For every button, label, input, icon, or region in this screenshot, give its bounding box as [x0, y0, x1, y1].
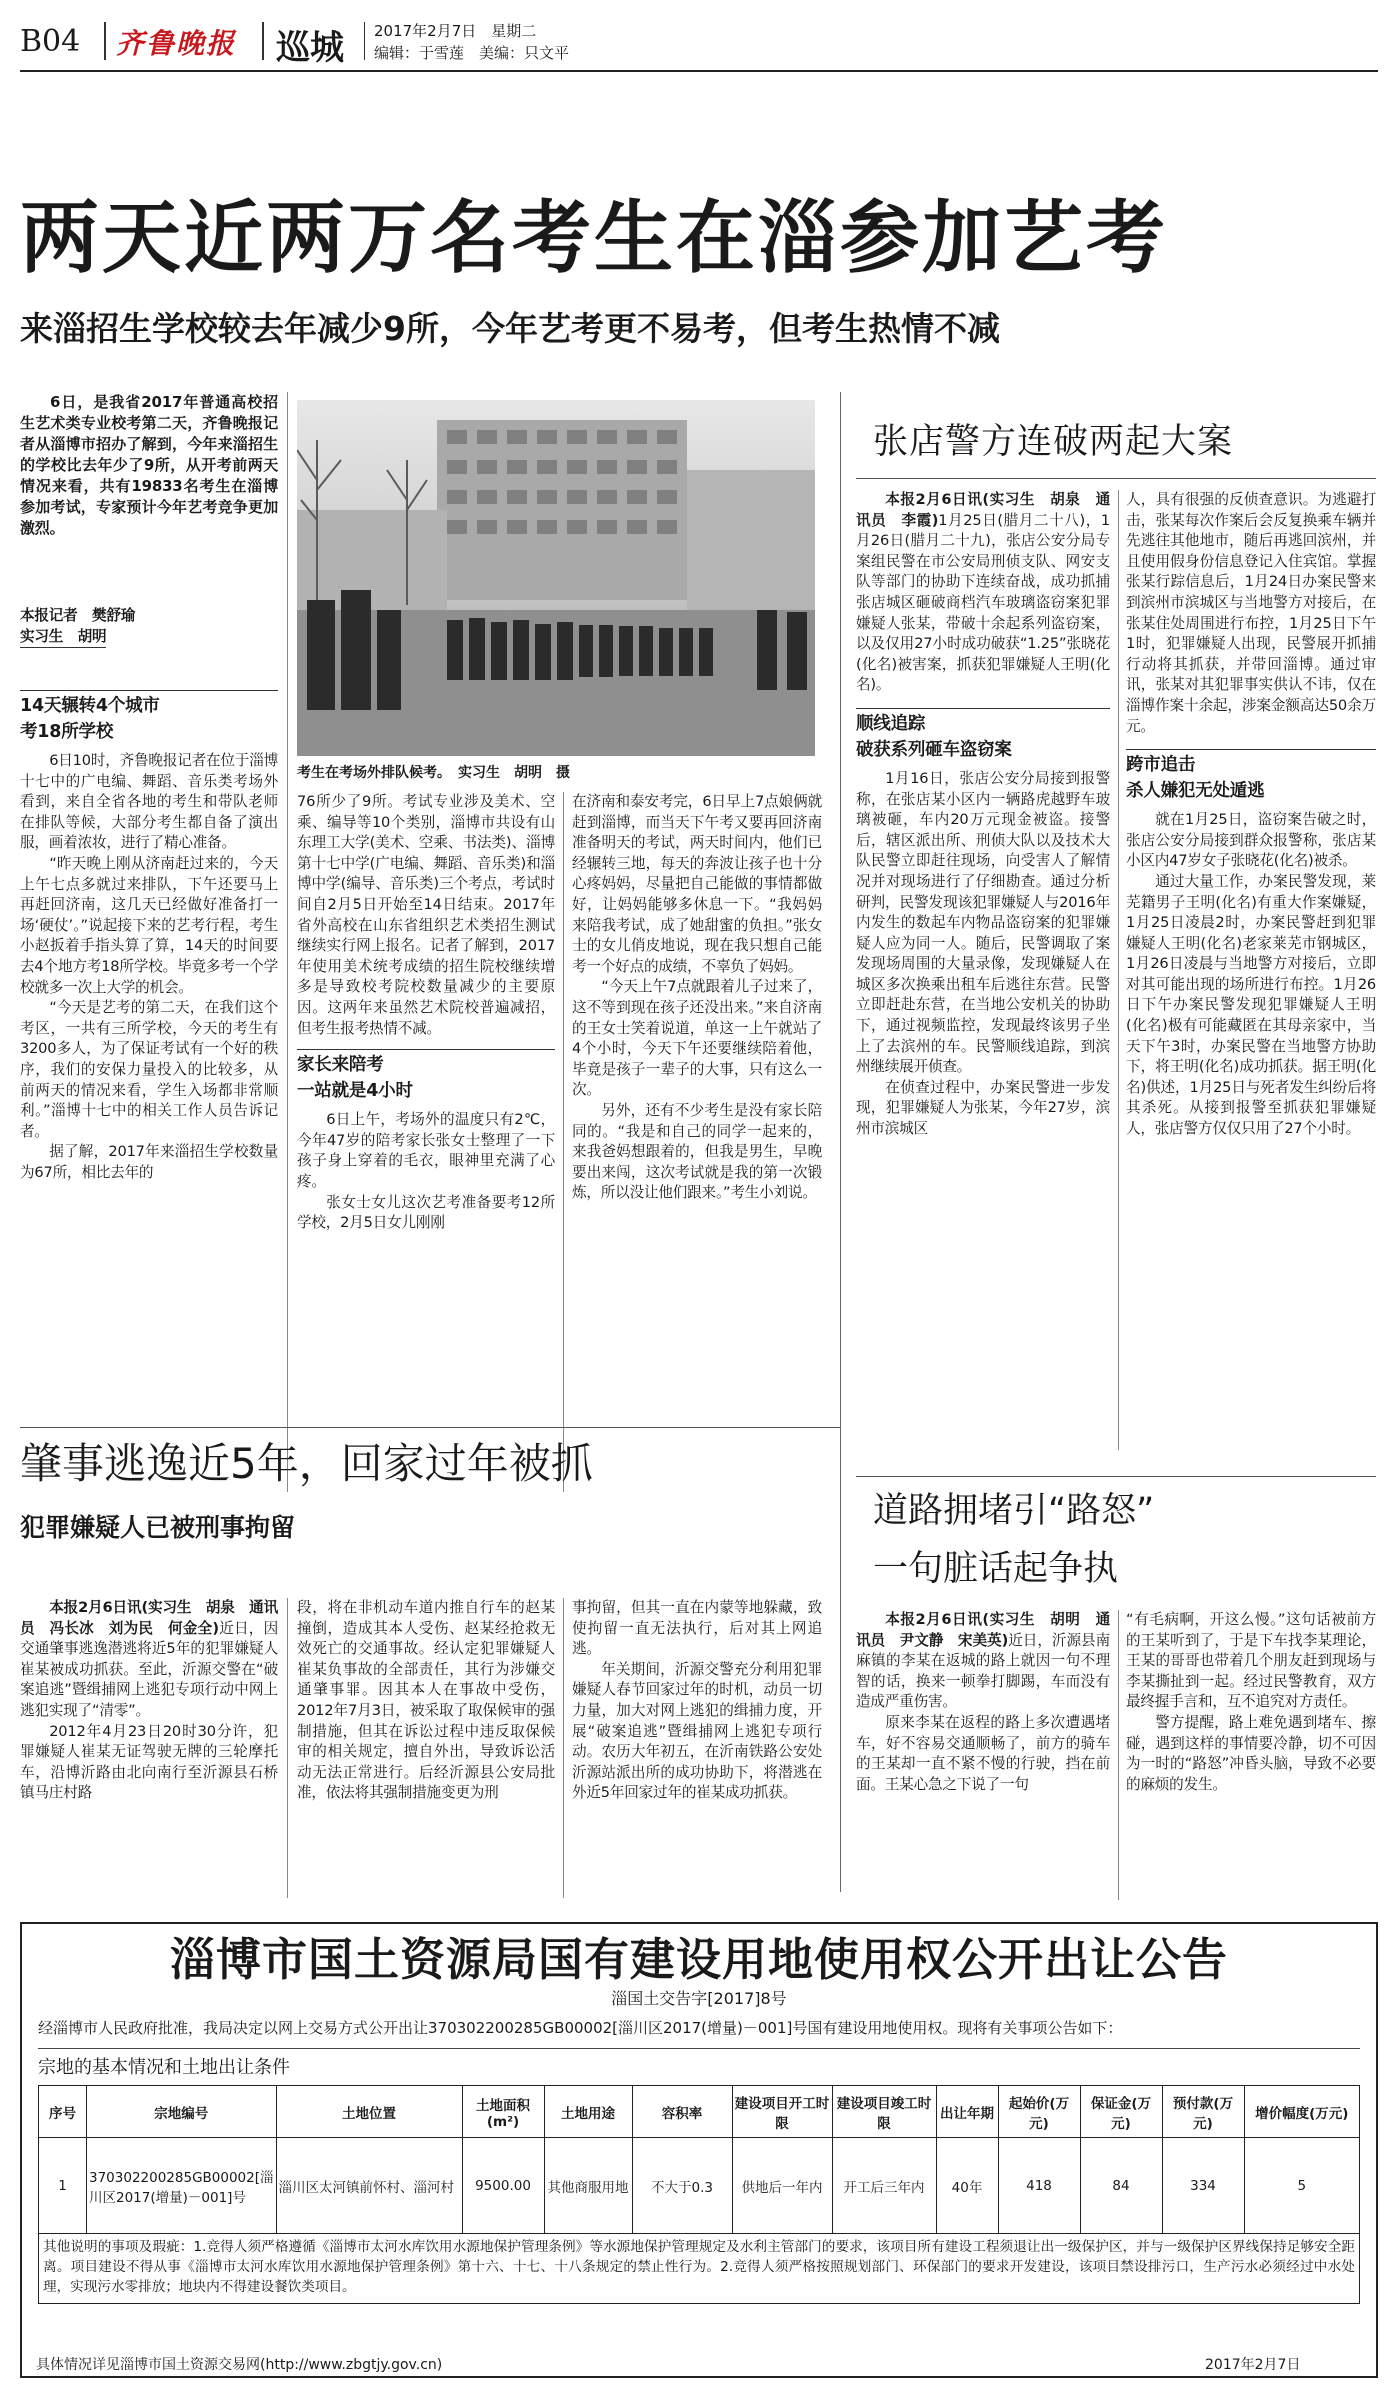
table-row — [39, 2138, 1360, 2234]
road-rage-headline-2: 一句脏话起争执 — [873, 1549, 1119, 1589]
notice-section-title: 宗地的基本情况和土地出让条件 — [38, 2057, 290, 2078]
subheadline: 来淄招生学校较去年减少9所，今年艺考更不易考，但考生热情不减 — [20, 309, 1000, 348]
cell: 84 — [1080, 2138, 1162, 2234]
land-table — [38, 2085, 1360, 2304]
hit-run-subheadline: 犯罪嫌疑人已被刑事拘留 — [20, 1513, 296, 1542]
paragraph: 段，将在非机动车道内推自行车的赵某撞倒，造成其本人受伤、赵某经抢救无效死亡的交通事故。经认定犯罪嫌疑人崔某负事故的全部责任，其行为涉嫌交通肇事罪。因其本人在事故中受伤，2012年7月3日，被采取了取保候审的强制措施，但其在诉讼过程中违反取保候审的相关规定，擅自外出，导致诉讼活动无法正常进行。后经沂源县公安局批准，依法将其强制措施变更为刑 — [297, 1599, 555, 1802]
paragraph: 据了解，2017年来淄招生学校数量为67所，相比去年的 — [20, 1143, 278, 1181]
paragraph: “昨天晚上刚从济南赶过来的，今天上午七点多就过来排队，下午还要马上再赶回济南，这几天已经做好准备打一场‘硬仗’。”说起接下来的艺考行程，考生小赵扳着手指头算了算，14天的时间要去4个地方考18所学校。毕竟多考一个学校就多一次上大学的机会。 — [20, 854, 278, 996]
subhead-trace-a: 顺线追踪 — [856, 708, 1110, 737]
cell: 370302200285GB00002[淄川区2017(增量)－001]号 — [87, 2138, 277, 2234]
cell: 334 — [1162, 2138, 1244, 2234]
th-term: 出让年期 — [936, 2086, 998, 2138]
road-rage-col1: 本报2月6日讯(实习生 胡明 通讯员 尹文静 宋美英)近日，沂源县南麻镇的李某在返城的路上就因一句不理智的话，换来一顿拳打脚踢，车而没有造成严重伤害。 原来李某在返程的路上多次遭遇堵车，好不容易交通顺畅了，前方的骑车的王某却一直不紧不慢的行驶，挡在前面。王某心急之下说了一句 — [856, 1610, 1110, 1910]
zhangdian-headline: 张店警方连破两起大案 — [873, 422, 1234, 462]
th-start-price: 起始价(万元) — [998, 2086, 1080, 2138]
paragraph: 在济南和泰安考完，6日早上7点娘俩就赶到淄博，而当天下午考又要再回济南准备明天的考试，两天时间内，他们已经辗转三地，每天的奔波让孩子也十分心疼妈妈，尽量把自己能做的事情都做好，让妈妈能够多休息一下。“我妈妈来陪我考试，成了她甜蜜的负担。”张女士的女儿俏皮地说，现在我只想自己能考一个好点的成绩，不辜负了妈妈。 — [572, 793, 822, 975]
paper-name: 齐鲁晚报 — [116, 27, 237, 60]
subhead-2b: 一站就是4小时 — [297, 1081, 413, 1102]
th-parcel-no: 宗地编号 — [87, 2086, 277, 2138]
subhead-pursuit-b: 杀人嫌犯无处遁逃 — [1126, 781, 1265, 802]
cell: 9500.00 — [462, 2138, 544, 2234]
paragraph: 另外，还有不少考生是没有家长陪同的。“我是和自己的同学一起来的，来我爸妈想跟着的，但我是男生，早晚要出来闯，这次考试就是我的第一次锻炼，所以没让他们跟来。”考生小刘说。 — [572, 1101, 822, 1202]
th-start-limit: 建设项目开工时限 — [732, 2086, 832, 2138]
photo-caption: 考生在考场外排队候考。 实习生 胡明 摄 — [297, 765, 570, 781]
masthead-rule — [20, 70, 1378, 72]
paragraph: 警方提醒，路上难免遇到堵车、擦碰，遇到这样的事情要冷静，切不可因为一时的“路怒”冲昏头脑，导致不必要的麻烦的发生。 — [1126, 1713, 1376, 1793]
th-area: 土地面积(m²) — [462, 2086, 544, 2138]
page-number: B04 — [20, 24, 81, 59]
notice-footer-date: 2017年2月7日 — [1205, 2357, 1301, 2373]
paragraph: 年关期间，沂源交警充分利用犯罪嫌疑人春节回家过年的时机，动员一切力量，加大对网上逃犯的缉捕力度，开展“破案追逃”暨缉捕网上逃犯专项行动。农历大年初五，在沂南铁路公安处沂源站派出所的成功协助下，将潜逃在外近5年回家过年的崔某成功抓获。 — [572, 1660, 822, 1802]
reporter-byline: 本报记者 樊舒瑜 实习生 胡明 — [20, 606, 278, 660]
paragraph: 2012年4月23日20时30分许，犯罪嫌疑人崔某无证驾驶无牌的三轮摩托车，沿博沂路由北向南行至沂源县石桥镇马庄村路 — [20, 1722, 278, 1802]
art-exam-col1 — [20, 676, 278, 1506]
cell: 418 — [998, 2138, 1080, 2234]
cell: 开工后三年内 — [832, 2138, 936, 2234]
th-deposit: 保证金(万元) — [1080, 2086, 1162, 2138]
paragraph: 1月16日，张店公安分局接到报警称，在张店某小区内一辆路虎越野车玻璃被砸，车内20万元现金被盗。接警后，辖区派出所、刑侦大队以及技术大队民警立即赶往现场，向受害人了解情况并对现场进行了仔细勘查。通过分析研判，民警发现该犯罪嫌疑人与2016年内发生的数起车内物品盗窃案的犯罪嫌疑人应为同一人。随后，民警调取了案发现场周围的大量录像，发现嫌疑人在城区多次换乘出租车后逃往东营。民警立即赶赴东营，在当地公安机关的协助下，通过视频监控，发现最终该男子坐上了去滨州的车。民警顺线追踪，到滨州继续展开侦查。 — [856, 769, 1110, 1076]
paragraph: “今天是艺考的第二天，在我们这个考区，一共有三所学校，今天的考生有3200多人，为了保证考试有一个好的秩序，我们的安保力量投入的比较多，从前两天的情况来看，学生入场都非常顺利。”淄博十七中的相关工作人员告诉记者。 — [20, 999, 278, 1140]
photo-queue-scene — [297, 400, 815, 756]
paragraph: 6日10时，齐鲁晚报记者在位于淄博十七中的广电编、舞蹈、音乐类考场外看到，来自全省各地的考生和带队老师在排队等候，大部分考生都自备了演出服，画着浓妆，进行了精心准备。 — [20, 752, 278, 852]
paragraph: “今天上午7点就跟着儿子过来了，这不等到现在孩子还没出来。”来自济南的王女士笑着说道，单这一上午就站了4个小时，今天下午还要继续陪着他，毕竟是孩子一辈子的大事，只有这么一次。 — [572, 978, 822, 1099]
cell: 供地后一年内 — [732, 2138, 832, 2234]
cell: 不大于0.3 — [632, 2138, 732, 2234]
th-increment: 增价幅度(万元) — [1244, 2086, 1359, 2138]
news-photo — [297, 400, 815, 756]
subhead-trace-b: 破获系列砸车盗窃案 — [856, 739, 1012, 760]
th-finish-limit: 建设项目竣工时限 — [832, 2086, 936, 2138]
subhead-pursuit-a: 跨市追击 — [1126, 749, 1376, 778]
art-exam-col3 — [572, 792, 822, 1504]
hit-run-col3 — [572, 1598, 822, 1908]
th-far: 容积率 — [632, 2086, 732, 2138]
paragraph: 就在1月25日，盗窃案告破之时，张店公安分局接到群众报警称，张店某小区内47岁女子张晓花(化名)被杀。 — [1126, 811, 1376, 870]
paragraph: 6日上午，考场外的温度只有2℃，今年47岁的陪考家长张女士整理了一下孩子身上穿着的毛衣，眼神里充满了心疼。 — [297, 1111, 555, 1190]
cell: 其他商服用地 — [544, 2138, 632, 2234]
art-exam-col2 — [297, 792, 555, 1504]
notice-doc-no: 淄国土交告字[2017]8号 — [611, 1989, 787, 2008]
paragraph: 张女士女儿这次艺考准备要考12所学校，2月5日女儿刚刚 — [297, 1193, 555, 1232]
subhead-1b: 考18所学校 — [20, 722, 114, 742]
cell: 40年 — [936, 2138, 998, 2234]
paragraph: 76所少了9所。考试专业涉及美术、空乘、编导等10个类别，淄博市共设有山东理工大学(美术、空乘、书法类)、淄博第十七中学(广电编、舞蹈、音乐类)和淄博中学(编导、音乐类)三个考点，考试时间自2月5日开始至14日结束。2017年省外高校在山东省组织艺术类招生测试继续实行网上报名。记者了解到，2017年使用美术统考成绩的招生院校继续增多是导致校考院校数量减少的主要原因。这两年来虽然艺术院校普遍减招，但考生报考热情不减。 — [297, 793, 555, 1037]
notice-title: 淄博市国土资源局国有建设用地使用权公开出让公告 — [169, 1933, 1228, 1986]
section-name: 巡城 — [276, 28, 344, 68]
th-seq: 序号 — [39, 2086, 87, 2138]
paragraph: 通过大量工作，办案民警发现，莱芜籍男子王明(化名)有重大作案嫌疑，1月25日凌晨2时，办案民警赶到犯罪嫌疑人王明(化名)老家莱芜市钢城区，1月26日凌晨与当地警方对接后，立即对其可能出现的场所进行布控。1月26日下午办案民警发现犯罪嫌疑人王明(化名)极有可能藏匿在其母亲家中，当天下午3时，办案民警在当地警方协助下，将王明(化名)成功抓获。据王明(化名)供述，1月25日与死者发生纠纷后将其杀死。从接到报警至抓获犯罪嫌疑人，张店警方仅仅只用了27个小时。 — [1126, 872, 1376, 1138]
cell: 5 — [1244, 2138, 1359, 2234]
table-header-row — [39, 2086, 1360, 2138]
land-notice — [20, 1922, 1378, 2378]
issue-date: 2017年2月7日 星期二 — [374, 22, 537, 40]
road-rage-col2 — [1126, 1610, 1376, 1910]
paragraph: 在侦查过程中，办案民警进一步发现，犯罪嫌疑人为张某，今年27岁，滨州市滨城区 — [856, 1078, 1110, 1138]
th-prepay: 预付款(万元) — [1162, 2086, 1244, 2138]
article-lead: 6日，是我省2017年普通高校招生艺术类专业校考第二天，齐鲁晚报记者从淄博市招办了解到，今年来淄招生的学校比去年少了9所，从开考前两天情况来看，共有19833名考生在淄博参加考试，专家预计今年艺考竞争更加激烈。 — [20, 393, 278, 537]
notice-other-notes: 其他说明的事项及瑕疵：1.竞得人须严格遵循《淄博市太河水库饮用水源地保护管理条例》等水源地保护管理规定及水利主管部门的要求，该项目所有建设工程须退让出一级保护区，并与一级保护区界线保持足够安全距离。项目建设不得从事《淄博市太河水库饮用水源地保护管理条例》第十六、十七、十八条规定的禁止性行为。2.竞得人须严格按照规划部门、环保部门的要求开发建设，该项目禁设排污口，生产污水必须经过中水处理，实现污水零排放；地块内不得建设餐饮类项目。 — [38, 2234, 1360, 2304]
zhangdian-col2 — [1126, 490, 1376, 1460]
th-location: 土地位置 — [276, 2086, 462, 2138]
paper-logo — [104, 22, 106, 60]
land-parcel-table — [38, 2085, 1360, 2234]
page-title: 两天近两万名考生在淄参加艺考 — [20, 192, 1168, 284]
hit-run-col1: 本报2月6日讯(实习生 胡泉 通讯员 冯长冰 刘为民 何金全)近日，因交通肇事逃逸潜逃将近5年的犯罪嫌疑人崔某被成功抓获。至此，沂源交警在“破案追逃”暨缉捕网上逃犯专项行动中网上逃犯实现了“清零”。 2012年4月23日20时30分许，犯罪嫌疑人崔某无证驾驶无牌的三轮摩托车，沿博沂路由北向南行至沂源县石桥镇马庄村路 — [20, 1598, 278, 1908]
editor-line: 编辑：于雪莲 美编：只文平 — [374, 44, 570, 62]
notice-footer-link[interactable]: 具体情况详见淄博市国土资源交易网(http://www.zbgtjy.gov.cn) — [36, 2357, 443, 2373]
masthead — [20, 18, 1380, 76]
hit-run-headline: 肇事逃逸近5年，回家过年被抓 — [20, 1439, 593, 1488]
road-rage-headline-1: 道路拥堵引“路怒” — [873, 1491, 1155, 1531]
paragraph: 原来李某在返程的路上多次遭遇堵车，好不容易交通顺畅了，前方的骑车的王某却一直不紧不慢的行驶，挡在前面。王某心急之下说了一句 — [856, 1713, 1110, 1793]
notice-intro: 经淄博市人民政府批准，我局决定以网上交易方式公开出让370302200285GB00002[淄川区2017(增量)－001]号国有建设用地使用权。现将有关事项公告如下： — [38, 2019, 1123, 2037]
zhangdian-byline: 本报2月6日讯(实习生 胡泉 通讯员 李霞) — [856, 491, 1110, 529]
cell: 1 — [39, 2138, 87, 2234]
hit-run-col2 — [297, 1598, 555, 1908]
paragraph: “有毛病啊，开这么慢。”这句话被前方的王某听到了，于是下车找李某理论，王某的哥哥也带着几个朋友赶到现场与李某撕扯到一起。经过民警教育，双方最终握手言和，互不追究对方责任。 — [1126, 1611, 1376, 1711]
cell: 淄川区太河镇前怀村、淄河村 — [276, 2138, 462, 2234]
subhead-1a: 14天辗转4个城市 — [20, 690, 278, 719]
paragraph: 事拘留，但其一直在内蒙等地躲藏，致使拘留一直无法执行，后对其上网追逃。 — [572, 1599, 822, 1658]
zhangdian-col1: 本报2月6日讯(实习生 胡泉 通讯员 李霞)1月25日(腊月二十八)，1月26日(腊月二十九)，张店公安分局专案组民警在市公安局刑侦支队、网安支队等部门的协助下连续奋战，成功抓捕张店城区砸破商档汽车玻璃盗窃案犯罪嫌疑人张某，带破十余起系列盗窃案，以及仅用27小时成功破获“1.25”张晓花(化名)被害案，抓获犯罪嫌疑人王明(化名)。 顺线追踪 破获系列砸车盗窃案 1月16日，张店公安分局接到报警称，在张店某小区内一辆路虎越野车玻璃被砸，车内20万元现金被盗。接警后，辖区派出所、刑侦大队以及技术大队民警立即赶往现场，向受害人了解情况并对现场进行了仔细勘查。通过分析研判，民警发现该犯罪嫌疑人与2016年内发生的数起车内物品盗窃案的犯罪嫌疑人应为同一人。随后，民警调取了案发现场周围的大量录像，发现嫌疑人在城区多次换乘出租车后逃往东营。民警立即赶赴东营，在当地公安机关的协助下，通过视频监控，发现最终该男子坐上了去滨州的车。民警顺线追踪，到滨州继续展开侦查。 在侦查过程中，办案民警进一步发现，犯罪嫌疑人为张某，今年27岁，滨州市滨城区 — [856, 490, 1110, 1460]
paragraph: 人，具有很强的反侦查意识。为逃避打击，张某每次作案后会反复换乘车辆并先逃往其他地市，随后再逃回滨州，并且使用假身份信息登记入住宾馆。掌握张某行踪信息后，1月24日办案民警来到滨州市滨城区与当地警方对接后，在张某住处周围进行布控，1月25日下午1时，犯罪嫌疑人出现，民警展开抓捕行动将其抓获，并带回淄博。通过审讯，张某对其犯罪事实供认不讳，仅在淄博作案十余起，涉案金额高达50余万元。 — [1126, 491, 1376, 735]
th-use: 土地用途 — [544, 2086, 632, 2138]
subhead-2a: 家长来陪考 — [297, 1049, 555, 1078]
